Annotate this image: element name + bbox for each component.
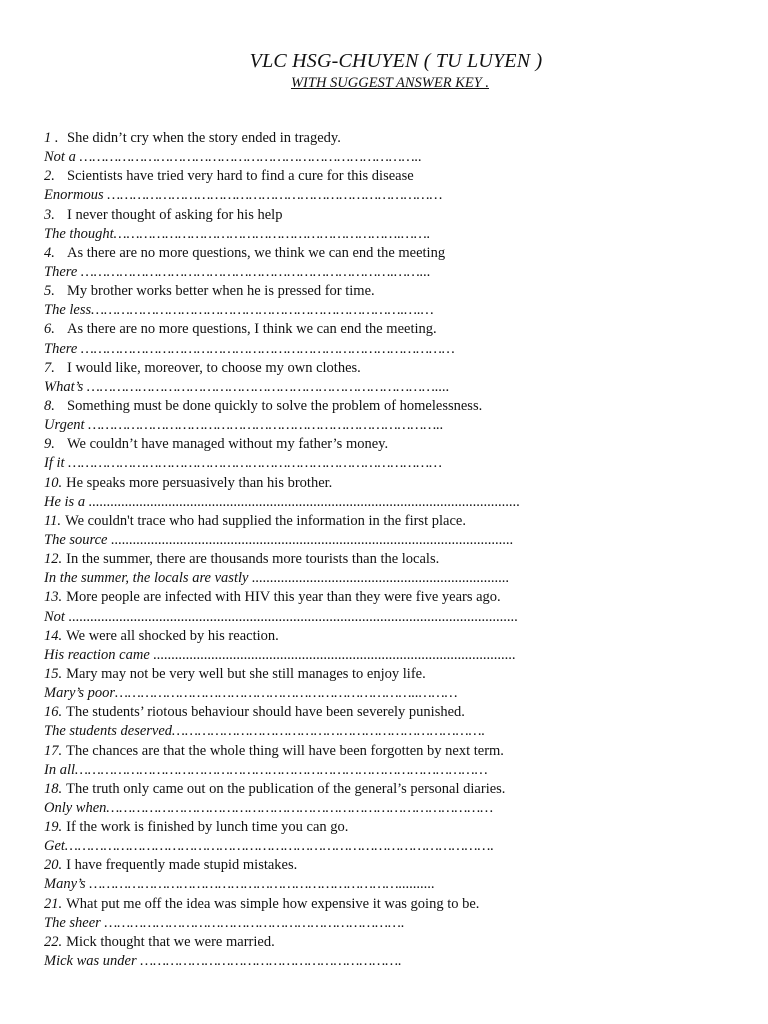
exercise-question-line xyxy=(44,167,744,186)
exercise-answer-prompt: In the summer, the locals are vastly ....................................................................... xyxy=(44,570,510,587)
exercise-question-line xyxy=(44,742,744,761)
exercise-question-line xyxy=(44,703,744,722)
exercise-answer-prompt: The source ............................................................................................................... xyxy=(44,531,514,548)
exercise-question: Scientists have tried very hard to find a cure for this disease xyxy=(67,168,414,185)
exercise-item xyxy=(44,129,744,167)
exercise-answer-prompt: The students deserved………………………………………………………………. xyxy=(44,723,486,740)
exercise-item xyxy=(44,627,744,665)
exercise-question: My brother works better when he is pressed for time. xyxy=(67,283,375,300)
exercise-question-line xyxy=(44,780,744,799)
exercise-answer-prompt: The sheer ……………………………………………………………. xyxy=(44,914,405,931)
exercise-item xyxy=(44,282,744,320)
exercise-item xyxy=(44,856,744,894)
exercise-item xyxy=(44,665,744,703)
exercise-number: 14. xyxy=(44,627,63,644)
exercise-answer-prompt: Not a …………………………………………………………………….. xyxy=(44,149,422,166)
exercise-number: 20. xyxy=(44,857,63,874)
exercise-number: 1 . xyxy=(44,130,59,146)
exercise-number: 10. xyxy=(44,474,63,491)
exercise-number: 2. xyxy=(44,168,55,185)
exercise-question-line xyxy=(44,282,744,301)
exercise-answer-prompt: Mary’s poor……………………………………………………………..……… xyxy=(44,685,458,702)
exercise-question: He speaks more persuasively than his brother. xyxy=(66,474,333,491)
exercise-answer-prompt: What’s ……………………………………………………………………….... xyxy=(44,378,450,395)
exercise-item xyxy=(44,435,744,473)
exercise-question-line xyxy=(44,933,744,952)
exercise-number: 22. xyxy=(44,933,63,950)
exercise-question: We couldn't trace who had supplied the information in the first place. xyxy=(65,512,466,529)
exercise-number: 4. xyxy=(44,244,55,261)
exercise-answer-prompt: Get………………………………………………………………………………………. xyxy=(44,838,495,855)
exercise-question-line xyxy=(44,550,744,569)
exercise-answer-prompt: In all…………………………………………………………………………………… xyxy=(44,761,488,778)
exercise-number: 18. xyxy=(44,780,63,797)
exercise-answer-prompt: Only when……………………………………………………………………………… xyxy=(44,799,494,816)
exercise-question-line xyxy=(44,856,744,875)
exercise-question-line xyxy=(44,818,744,837)
exercise-question-line xyxy=(44,512,744,531)
exercise-answer-prompt: Enormous …………………………………………………………………… xyxy=(44,187,443,204)
exercise-item xyxy=(44,320,744,358)
exercise-item xyxy=(44,742,744,780)
exercise-number: 7. xyxy=(44,359,55,376)
page-title: VLC HSG-CHUYEN ( TU LUYEN ) xyxy=(249,50,543,72)
exercise-number: 21. xyxy=(44,895,63,912)
exercise-item xyxy=(44,895,744,933)
exercise-answer-prompt: If it …………………………………………………………………………… xyxy=(44,455,443,472)
exercise-question-line xyxy=(44,129,744,148)
exercise-question-line xyxy=(44,895,744,914)
exercise-item xyxy=(44,703,744,741)
exercise-item xyxy=(44,818,744,856)
exercise-item xyxy=(44,550,744,588)
exercise-question: I have frequently made stupid mistakes. xyxy=(66,857,298,874)
exercise-number: 12. xyxy=(44,551,63,568)
exercise-item xyxy=(44,167,744,205)
exercise-question-line xyxy=(44,206,744,225)
exercise-question-line xyxy=(44,627,744,646)
exercise-question: Mary may not be very well but she still manages to enjoy life. xyxy=(66,665,426,682)
exercise-question: The chances are that the whole thing will have been forgotten by next term. xyxy=(66,742,504,759)
exercise-item xyxy=(44,397,744,435)
exercise-question: The truth only came out on the publication of the general’s personal diaries. xyxy=(66,780,506,797)
exercise-number: 11. xyxy=(44,512,62,529)
exercise-question: Mick thought that we were married. xyxy=(66,933,275,950)
exercise-question: She didn’t cry when the story ended in tragedy. xyxy=(67,130,341,146)
exercise-answer-prompt: The thought………………………………………………………….……. xyxy=(44,225,431,242)
exercise-question: I never thought of asking for his help xyxy=(67,206,283,223)
exercise-question-line xyxy=(44,435,744,454)
exercise-item xyxy=(44,780,744,818)
exercise-number: 8. xyxy=(44,397,55,414)
exercise-list xyxy=(44,129,744,971)
exercise-answer-prompt: He is a ....................................................................................................................... xyxy=(44,493,521,510)
exercise-number: 13. xyxy=(44,589,63,606)
exercise-question: We were all shocked by his reaction. xyxy=(66,627,279,644)
exercise-answer-prompt: There …………………………………………………………………………… xyxy=(44,340,455,357)
exercise-question: More people are infected with HIV this year than they were five years ago. xyxy=(66,589,501,606)
exercise-answer-prompt: Not ............................................................................................................................ xyxy=(44,608,519,625)
exercise-number: 16. xyxy=(44,704,63,721)
exercise-question: The students’ riotous behaviour should have been severely punished. xyxy=(66,704,465,721)
exercise-number: 9. xyxy=(44,436,55,453)
exercise-item xyxy=(44,474,744,512)
exercise-item xyxy=(44,359,744,397)
exercise-number: 19. xyxy=(44,819,63,836)
exercise-number: 6. xyxy=(44,321,55,338)
exercise-answer-prompt: The less……………………………………………………………….….… xyxy=(44,302,434,319)
exercise-question: If the work is finished by lunch time you can go. xyxy=(66,819,349,836)
exercise-number: 5. xyxy=(44,283,55,300)
page-subtitle: WITH SUGGEST ANSWER KEY . xyxy=(290,75,490,91)
exercise-question-line xyxy=(44,588,744,607)
exercise-answer-prompt: There ……………………………………………………………….……... xyxy=(44,263,431,280)
exercise-question: Something must be done quickly to solve the problem of homelessness. xyxy=(67,397,483,414)
exercise-question: I would like, moreover, to choose my own clothes. xyxy=(67,359,361,376)
exercise-item xyxy=(44,512,744,550)
exercise-question: We couldn’t have managed without my father’s money. xyxy=(67,436,389,453)
exercise-question-line xyxy=(44,474,744,493)
exercise-answer-prompt: Mick was under ……………………………………………………. xyxy=(44,953,402,970)
exercise-question-line xyxy=(44,665,744,684)
exercise-number: 3. xyxy=(44,206,55,223)
exercise-question: What put me off the idea was simple how expensive it was going to be. xyxy=(66,895,480,912)
exercise-item xyxy=(44,206,744,244)
exercise-question: As there are no more questions, I think we can end the meeting. xyxy=(67,321,437,338)
exercise-number: 15. xyxy=(44,665,63,682)
exercise-answer-prompt: Urgent ……………………………………………………………………….. xyxy=(44,417,444,434)
exercise-item xyxy=(44,588,744,626)
exercise-item xyxy=(44,933,744,971)
exercise-question: As there are no more questions, we think we can end the meeting xyxy=(67,244,446,261)
exercise-question-line xyxy=(44,397,744,416)
exercise-question-line xyxy=(44,359,744,378)
exercise-item xyxy=(44,244,744,282)
exercise-question-line xyxy=(44,244,744,263)
exercise-question: In the summer, there are thousands more tourists than the locals. xyxy=(66,551,440,568)
exercise-answer-prompt: Many’s ……………………………………………………………….......... xyxy=(44,876,435,893)
exercise-question-line xyxy=(44,320,744,339)
exercise-answer-prompt: His reaction came .................................................................................................... xyxy=(44,646,516,663)
exercise-number: 17. xyxy=(44,742,63,759)
